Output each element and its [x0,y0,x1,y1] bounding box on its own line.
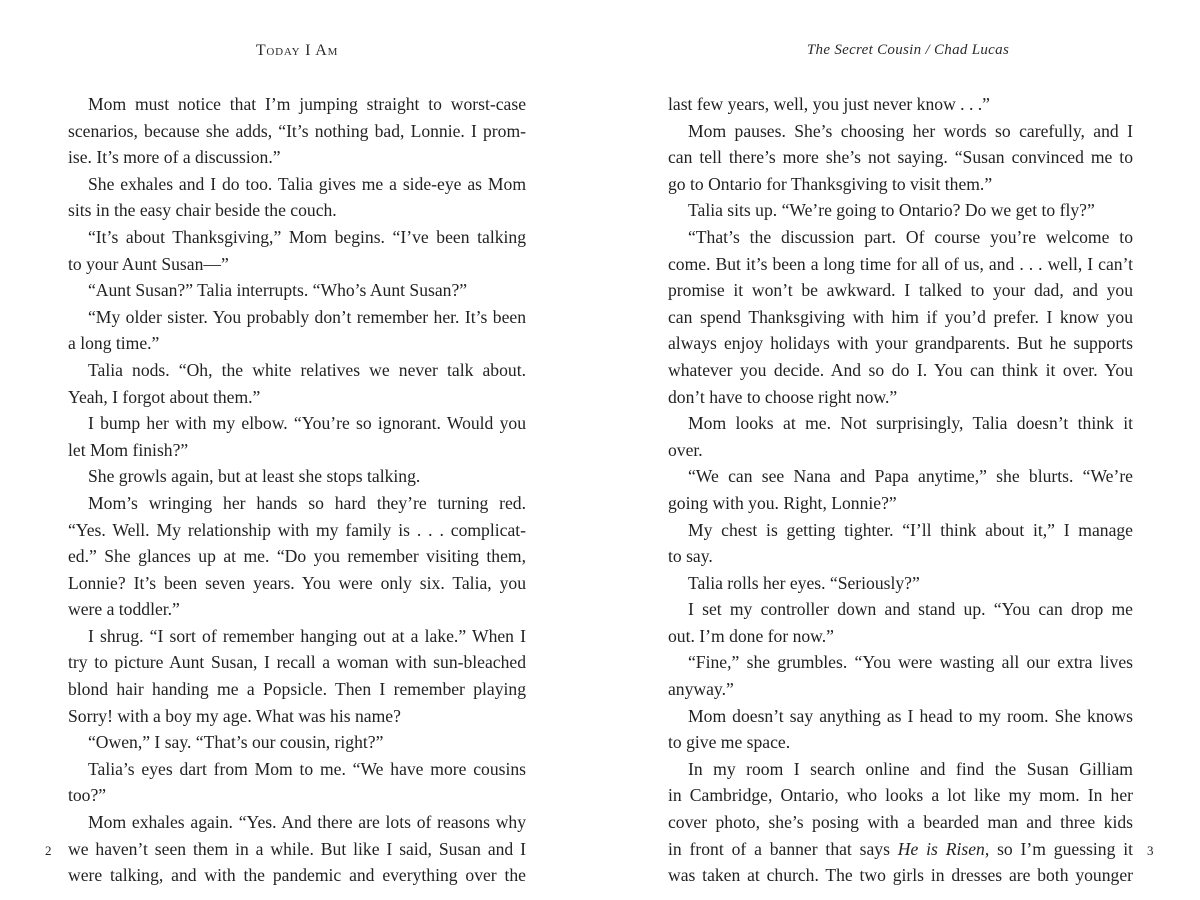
text-line: Talia sits up. “We’re going to Ontario? Do we get to fly?” [688,200,1095,221]
text-line: we haven’t seen them in a while. But like I said, Susan and I [68,838,526,859]
page-number: 3 [1147,843,1154,858]
text-line: In my room I search online and find the Susan Gilliam [688,758,1133,779]
text-line: Talia’s eyes dart from Mom to me. “We have more cousins [88,758,526,779]
running-head-chapter-author: The Secret Cousin / Chad Lucas [806,42,1010,58]
text-line: don’t have to choose right now.” [668,386,898,407]
text-line: go to Ontario for Thanksgiving to visit them.” [668,173,993,194]
text-line: Mom pauses. She’s choosing her words so carefully, and I [688,120,1133,141]
text-line: “It’s about Thanksgiving,” Mom begins. “I’ve been talking [88,226,526,247]
text-line: in front of a banner that says He is Risen, so I’m guessing it [668,838,1133,859]
text-line: She exhales and I do too. Talia gives me a side-eye as Mom [88,173,526,194]
text-line: She growls again, but at least she stops talking. [88,466,421,487]
text-line: “Fine,” she grumbles. “You were wasting all our extra lives [688,652,1133,673]
text-line: to give me space. [668,732,791,753]
right-page [600,0,1200,900]
text-line: Mom exhales again. “Yes. And there are lots of reasons why [88,812,526,833]
text-line: Talia nods. “Oh, the white relatives we never talk about. [88,359,526,380]
text-line: was taken at church. The two girls in dresses are both younger [668,865,1133,886]
text-line: “That’s the discussion part. Of course you’re welcome to [688,226,1133,247]
text-line: let Mom finish?” [68,439,189,460]
text-line: to say. [668,546,713,567]
text-line: last few years, well, you just never know . . .” [668,94,990,114]
text-line: blond hair handing me a Popsicle. Then I remember playing [68,679,526,700]
text-line: I set my controller down and stand up. “You can drop me [688,599,1133,620]
text-line: My chest is getting tighter. “I’ll think about it,” I manage [688,519,1133,540]
text-line: promise it won’t be awkward. I talked to your dad, and you [668,280,1133,301]
text-line: to your Aunt Susan—” [68,253,229,274]
text-line: come. But it’s been a long time for all of us, and . . . well, I can’t [668,253,1133,274]
text-line: Yeah, I forgot about them.” [68,386,261,407]
text-line: Talia rolls her eyes. “Seriously?” [688,572,920,593]
text-line: can spend Thanksgiving with him if you’d prefer. I know you [668,306,1133,327]
text-line: going with you. Right, Lonnie?” [668,492,897,513]
text-line: cover photo, she’s posing with a bearded man and three kids [668,812,1133,833]
text-line: a long time.” [68,333,160,354]
text-line: out. I’m done for now.” [668,625,834,646]
text-line: too?” [68,785,107,806]
left-page-body [68,91,526,889]
text-line: “Yes. Well. My relationship with my family is . . . complicat- [68,519,526,540]
text-line: over. [668,439,703,460]
text-line: always enjoy holidays with your grandparents. But he supports [668,333,1133,354]
text-line: I shrug. “I sort of remember hanging out at a lake.” When I [88,625,526,646]
text-line: can tell there’s more she’s not saying. “Susan convinced me to [668,147,1133,168]
text-line: “Owen,” I say. “That’s our cousin, right?” [88,732,384,753]
text-line: Mom must notice that I’m jumping straight to worst-case [88,94,526,114]
text-line: whatever you decide. And so do I. You can think it over. You [668,359,1133,380]
text-line: Sorry! with a boy my age. What was his name? [68,705,401,726]
italic-text: He is Risen [897,838,985,859]
right-page-body [668,91,1133,889]
text-line: “My older sister. You probably don’t remember her. It’s been [88,306,526,327]
text-line: scenarios, because she adds, “It’s nothing bad, Lonnie. I prom- [68,120,526,141]
text-line: anyway.” [668,679,734,700]
text-line: in Cambridge, Ontario, who looks a lot like my mom. In her [668,785,1133,806]
text-line: were talking, and with the pandemic and everything over the [68,865,526,886]
text-line: I bump her with my elbow. “You’re so ignorant. Would you [88,413,526,434]
text-line: were a toddler.” [68,599,180,620]
text-line: sits in the easy chair beside the couch. [68,200,337,221]
text-line: “We can see Nana and Papa anytime,” she blurts. “We’re [688,466,1133,487]
text-line: “Aunt Susan?” Talia interrupts. “Who’s Aunt Susan?” [88,280,468,301]
text-line: try to picture Aunt Susan, I recall a woman with sun-bleached [68,652,526,673]
running-head-book-title: Today I Am [255,42,339,59]
text-line: Mom doesn’t say anything as I head to my room. She knows [688,705,1133,726]
text-line: Mom looks at me. Not surprisingly, Talia doesn’t think it [688,413,1133,434]
text-line: ed.” She glances up at me. “Do you remember visiting them, [68,546,526,567]
text-line: Mom’s wringing her hands so hard they’re turning red. [88,492,526,513]
text-line: ise. It’s more of a discussion.” [68,147,281,168]
text-line: Lonnie? It’s been seven years. You were only six. Talia, you [68,572,526,593]
page-number: 2 [45,843,52,858]
